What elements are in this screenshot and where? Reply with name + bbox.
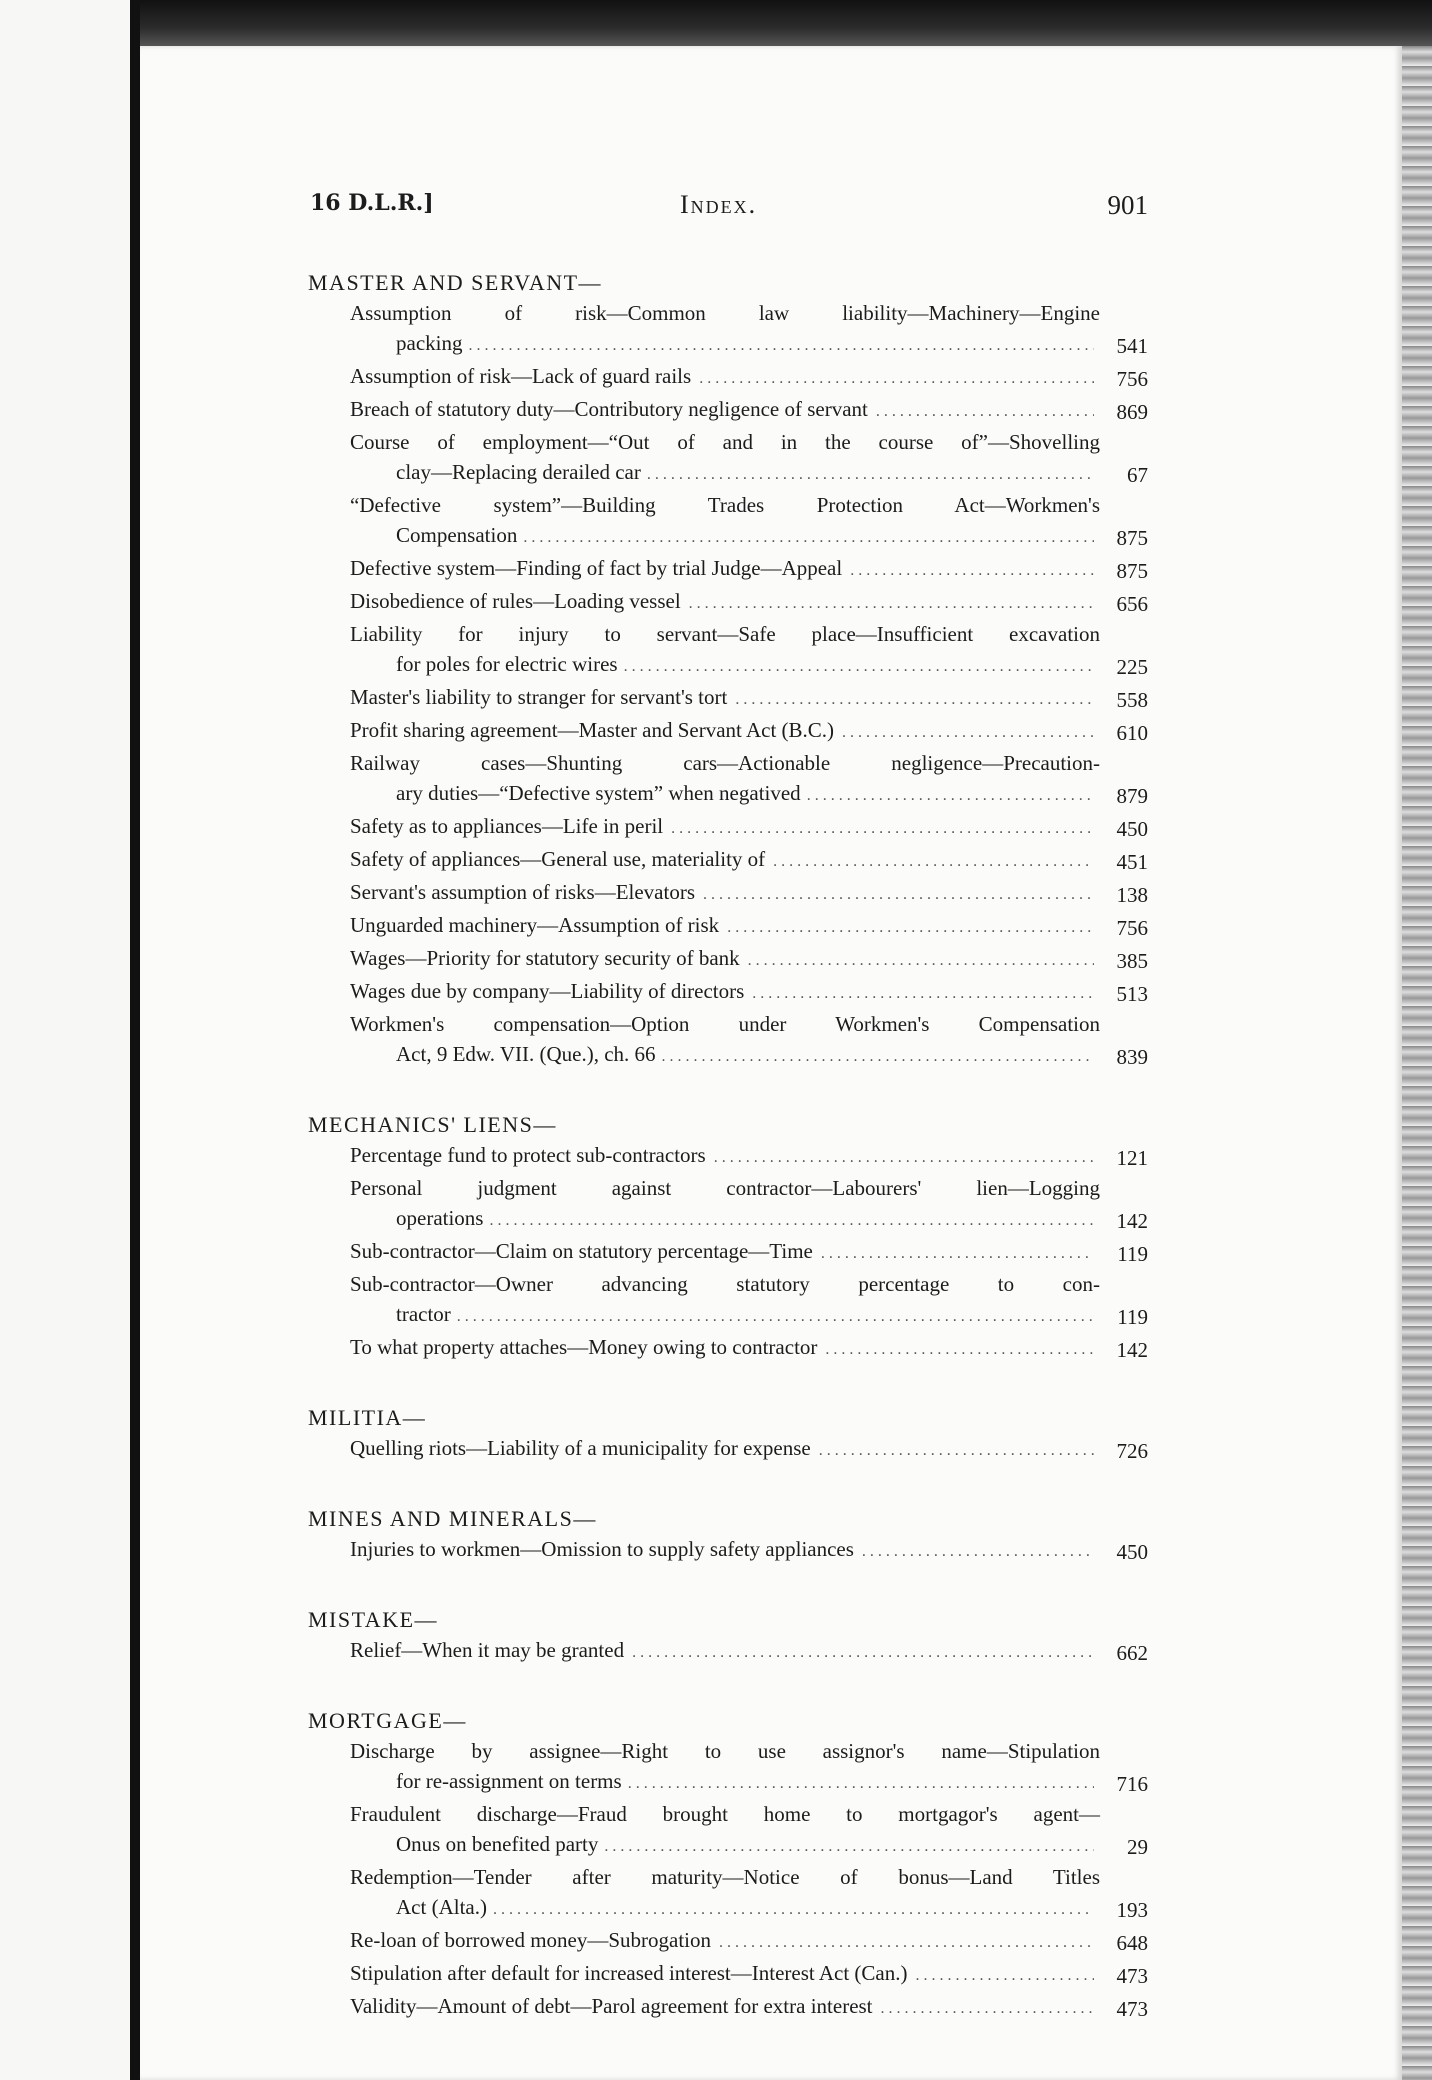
page-reference: 121 (1116, 1146, 1148, 1170)
index-entry (300, 943, 1148, 976)
dot-leader (717, 1928, 1094, 1958)
dot-leader (523, 523, 1094, 553)
index-entry (300, 1799, 1148, 1862)
entry-line (350, 1635, 1100, 1668)
entry-text: ary duties—“Defective system” when negatived (396, 781, 801, 805)
page-reference: 656 (1116, 592, 1148, 616)
entry-text: Re-loan of borrowed money—Subrogation (350, 1928, 712, 1952)
entry-text: Defective system—Finding of fact by trial Judge—Appeal (350, 556, 843, 580)
volume-label: 16 D.L.R.] (310, 190, 434, 216)
index-section (300, 268, 1148, 1072)
page-content (300, 190, 1148, 2062)
entry-line: Workmen's compensation—Option under Workmen's Compensation (350, 1012, 1100, 1036)
entry-text: Onus on benefited party (396, 1832, 599, 1856)
section-heading: MECHANICS' LIENS— (308, 1112, 557, 1137)
dot-leader (874, 397, 1094, 427)
page-reference: 726 (1116, 1439, 1148, 1463)
entry-line (396, 1829, 1100, 1862)
page-reference: 67 (1127, 463, 1148, 487)
page-reference: 756 (1116, 367, 1148, 391)
dot-leader (630, 1638, 1094, 1668)
index-entry (300, 586, 1148, 619)
index-entry (300, 811, 1148, 844)
running-head (300, 190, 1148, 230)
section-heading: MINES AND MINERALS— (308, 1506, 597, 1531)
page-reference: 385 (1116, 949, 1148, 973)
entry-line (350, 844, 1100, 877)
entry-line: Discharge by assignee—Right to use assignor's name—Stipulation (350, 1739, 1100, 1763)
index-entry (300, 682, 1148, 715)
entry-line (350, 1236, 1100, 1269)
page-reference: 119 (1117, 1305, 1148, 1329)
entry-line (350, 1958, 1100, 1991)
entry-text: To what property attaches—Money owing to contractor (350, 1335, 818, 1359)
dot-leader (750, 979, 1094, 1009)
index-entry (300, 553, 1148, 586)
page-reference: 142 (1116, 1209, 1148, 1233)
page-reference: 513 (1116, 982, 1148, 1006)
dot-leader (860, 1537, 1094, 1567)
index-entry (300, 1269, 1148, 1332)
page-reference: 193 (1116, 1898, 1148, 1922)
entry-line (396, 1203, 1100, 1236)
entry-text: Compensation (396, 523, 518, 547)
entry-line (350, 976, 1100, 1009)
page-number: 901 (1107, 190, 1148, 220)
entry-line: Fraudulent discharge—Fraud brought home to mortgagor's agent— (350, 1802, 1100, 1826)
page-title: Index. (680, 190, 758, 219)
page-reference: 29 (1127, 1835, 1148, 1859)
dot-leader (701, 880, 1094, 910)
page-reference: 541 (1116, 334, 1148, 358)
entry-line (350, 1991, 1100, 2024)
page-reference: 451 (1116, 850, 1148, 874)
entry-text: Quelling riots—Liability of a municipality for expense (350, 1436, 811, 1460)
entry-text: Wages due by company—Liability of directors (350, 979, 745, 1003)
page-reference: 756 (1116, 916, 1148, 940)
entry-line: Redemption—Tender after maturity—Notice of bonus—Land Titles (350, 1865, 1100, 1889)
dot-leader (817, 1436, 1094, 1466)
index-entry (300, 1635, 1148, 1668)
index-entry (300, 394, 1148, 427)
entry-line (350, 1332, 1100, 1365)
index-entry (300, 1332, 1148, 1365)
entry-text: Unguarded machinery—Assumption of risk (350, 913, 720, 937)
entry-line (350, 586, 1100, 619)
entry-line (396, 1299, 1100, 1332)
index-section (300, 1706, 1148, 2024)
entry-text: Validity—Amount of debt—Parol agreement for extra interest (350, 1994, 873, 2018)
dot-leader (840, 718, 1094, 748)
page-reference: 648 (1116, 1931, 1148, 1955)
page-reference: 473 (1116, 1964, 1148, 1988)
index-entry (300, 844, 1148, 877)
index-entry (300, 1925, 1148, 1958)
dot-leader (697, 364, 1094, 394)
dot-leader (493, 1895, 1094, 1925)
entry-text: clay—Replacing derailed car (396, 460, 641, 484)
entry-line (350, 361, 1100, 394)
entry-text: Injuries to workmen—Omission to supply safety appliances (350, 1537, 854, 1561)
dot-leader (457, 1302, 1094, 1332)
entry-line (350, 553, 1100, 586)
index-entry (300, 619, 1148, 682)
entry-line (396, 520, 1100, 553)
index-entry (300, 490, 1148, 553)
entry-line (350, 682, 1100, 715)
section-heading: MASTER AND SERVANT— (308, 270, 603, 295)
dot-leader (468, 331, 1094, 361)
entry-text: Servant's assumption of risks—Elevators (350, 880, 695, 904)
index-entry (300, 715, 1148, 748)
page-reference: 875 (1116, 559, 1148, 583)
entry-line (350, 811, 1100, 844)
entry-text: Disobedience of rules—Loading vessel (350, 589, 681, 613)
entry-line (396, 778, 1100, 811)
dot-leader (823, 1335, 1094, 1365)
entry-text: Safety as to appliances—Life in peril (350, 814, 664, 838)
entry-line (350, 394, 1100, 427)
entry-line (396, 328, 1100, 361)
index-entry (300, 748, 1148, 811)
entry-line: Sub-contractor—Owner advancing statutory percentage to con- (350, 1272, 1100, 1296)
entry-line (350, 877, 1100, 910)
dot-leader (647, 460, 1094, 490)
index-section (300, 1605, 1148, 1668)
index-sections (300, 268, 1148, 2024)
entry-line (350, 715, 1100, 748)
entry-line: Course of employment—“Out of and in the course of”—Shovelling (350, 430, 1100, 454)
page-reference: 839 (1116, 1045, 1148, 1069)
entry-line (350, 1534, 1100, 1567)
dot-leader (628, 1769, 1094, 1799)
index-entry (300, 1140, 1148, 1173)
entry-line: Personal judgment against contractor—Labourers' lien—Logging (350, 1176, 1100, 1200)
entry-text: Safety of appliances—General use, materiality of (350, 847, 766, 871)
page-reference: 473 (1116, 1997, 1148, 2021)
entry-line: Railway cases—Shunting cars—Actionable negligence—Precaution- (350, 751, 1100, 775)
index-entry (300, 427, 1148, 490)
scan-border-top (0, 0, 1432, 46)
index-entry (300, 877, 1148, 910)
entry-text: Act (Alta.) (396, 1895, 487, 1919)
page-reference: 875 (1116, 526, 1148, 550)
entry-text: Profit sharing agreement—Master and Servant Act (B.C.) (350, 718, 835, 742)
dot-leader (669, 814, 1094, 844)
index-entry (300, 1991, 1148, 2024)
entry-text: for poles for electric wires (396, 652, 618, 676)
entry-text: operations (396, 1206, 484, 1230)
entry-text: for re-assignment on terms (396, 1769, 622, 1793)
dot-leader (624, 652, 1094, 682)
dot-leader (604, 1832, 1094, 1862)
index-section (300, 1403, 1148, 1466)
index-entry (300, 1009, 1148, 1072)
dot-leader (913, 1961, 1094, 1991)
index-section (300, 1504, 1148, 1567)
entry-line (350, 1925, 1100, 1958)
scan-border-right (1402, 46, 1432, 2080)
index-entry (300, 1433, 1148, 1466)
entry-line: Liability for injury to servant—Safe place—Insufficient excavation (350, 622, 1100, 646)
entry-text: tractor (396, 1302, 451, 1326)
entry-text: Sub-contractor—Claim on statutory percentage—Time (350, 1239, 813, 1263)
entry-text: Master's liability to stranger for servant's tort (350, 685, 728, 709)
entry-text: Stipulation after default for increased interest—Interest Act (Can.) (350, 1961, 908, 1985)
page-reference: 558 (1116, 688, 1148, 712)
entry-line (396, 1892, 1100, 1925)
section-heading: MORTGAGE— (308, 1708, 467, 1733)
index-entry (300, 1236, 1148, 1269)
entry-text: Relief—When it may be granted (350, 1638, 625, 1662)
section-heading: MISTAKE— (308, 1607, 439, 1632)
page-reference: 138 (1116, 883, 1148, 907)
index-entry (300, 1736, 1148, 1799)
dot-leader (819, 1239, 1094, 1269)
facing-page-margin (0, 0, 140, 2080)
dot-leader (687, 589, 1094, 619)
index-entry (300, 298, 1148, 361)
entry-line (350, 910, 1100, 943)
page-reference: 225 (1116, 655, 1148, 679)
entry-text: Breach of statutory duty—Contributory negligence of servant (350, 397, 868, 421)
page-reference: 119 (1117, 1242, 1148, 1266)
page-reference: 879 (1116, 784, 1148, 808)
dot-leader (725, 913, 1094, 943)
entry-line (350, 1433, 1100, 1466)
entry-line (396, 457, 1100, 490)
dot-leader (489, 1206, 1094, 1236)
page-reference: 869 (1116, 400, 1148, 424)
page-reference: 450 (1116, 1540, 1148, 1564)
index-entry (300, 1173, 1148, 1236)
entry-line: “Defective system”—Building Trades Protection Act—Workmen's (350, 493, 1100, 517)
index-entry (300, 910, 1148, 943)
dot-leader (879, 1994, 1094, 2024)
index-entry (300, 1534, 1148, 1567)
index-entry (300, 361, 1148, 394)
entry-line: Assumption of risk—Common law liability—Machinery—Engine (350, 301, 1100, 325)
dot-leader (712, 1143, 1094, 1173)
entry-line (350, 943, 1100, 976)
page-reference: 716 (1116, 1772, 1148, 1796)
entry-line (396, 1766, 1100, 1799)
entry-line (350, 1140, 1100, 1173)
entry-text: Act, 9 Edw. VII. (Que.), ch. 66 (396, 1042, 656, 1066)
index-entry (300, 976, 1148, 1009)
page-reference: 662 (1116, 1641, 1148, 1665)
dot-leader (746, 946, 1094, 976)
section-heading: MILITIA— (308, 1405, 427, 1430)
page-reference: 610 (1116, 721, 1148, 745)
index-entry (300, 1958, 1148, 1991)
page-reference: 142 (1116, 1338, 1148, 1362)
dot-leader (807, 781, 1094, 811)
entry-line (396, 649, 1100, 682)
dot-leader (733, 685, 1094, 715)
page-reference: 450 (1116, 817, 1148, 841)
index-section (300, 1110, 1148, 1365)
entry-text: packing (396, 331, 463, 355)
index-entry (300, 1862, 1148, 1925)
dot-leader (771, 847, 1094, 877)
entry-line (396, 1039, 1100, 1072)
entry-text: Percentage fund to protect sub-contractors (350, 1143, 706, 1167)
entry-text: Assumption of risk—Lack of guard rails (350, 364, 692, 388)
dot-leader (848, 556, 1094, 586)
entry-text: Wages—Priority for statutory security of bank (350, 946, 740, 970)
dot-leader (662, 1042, 1094, 1072)
